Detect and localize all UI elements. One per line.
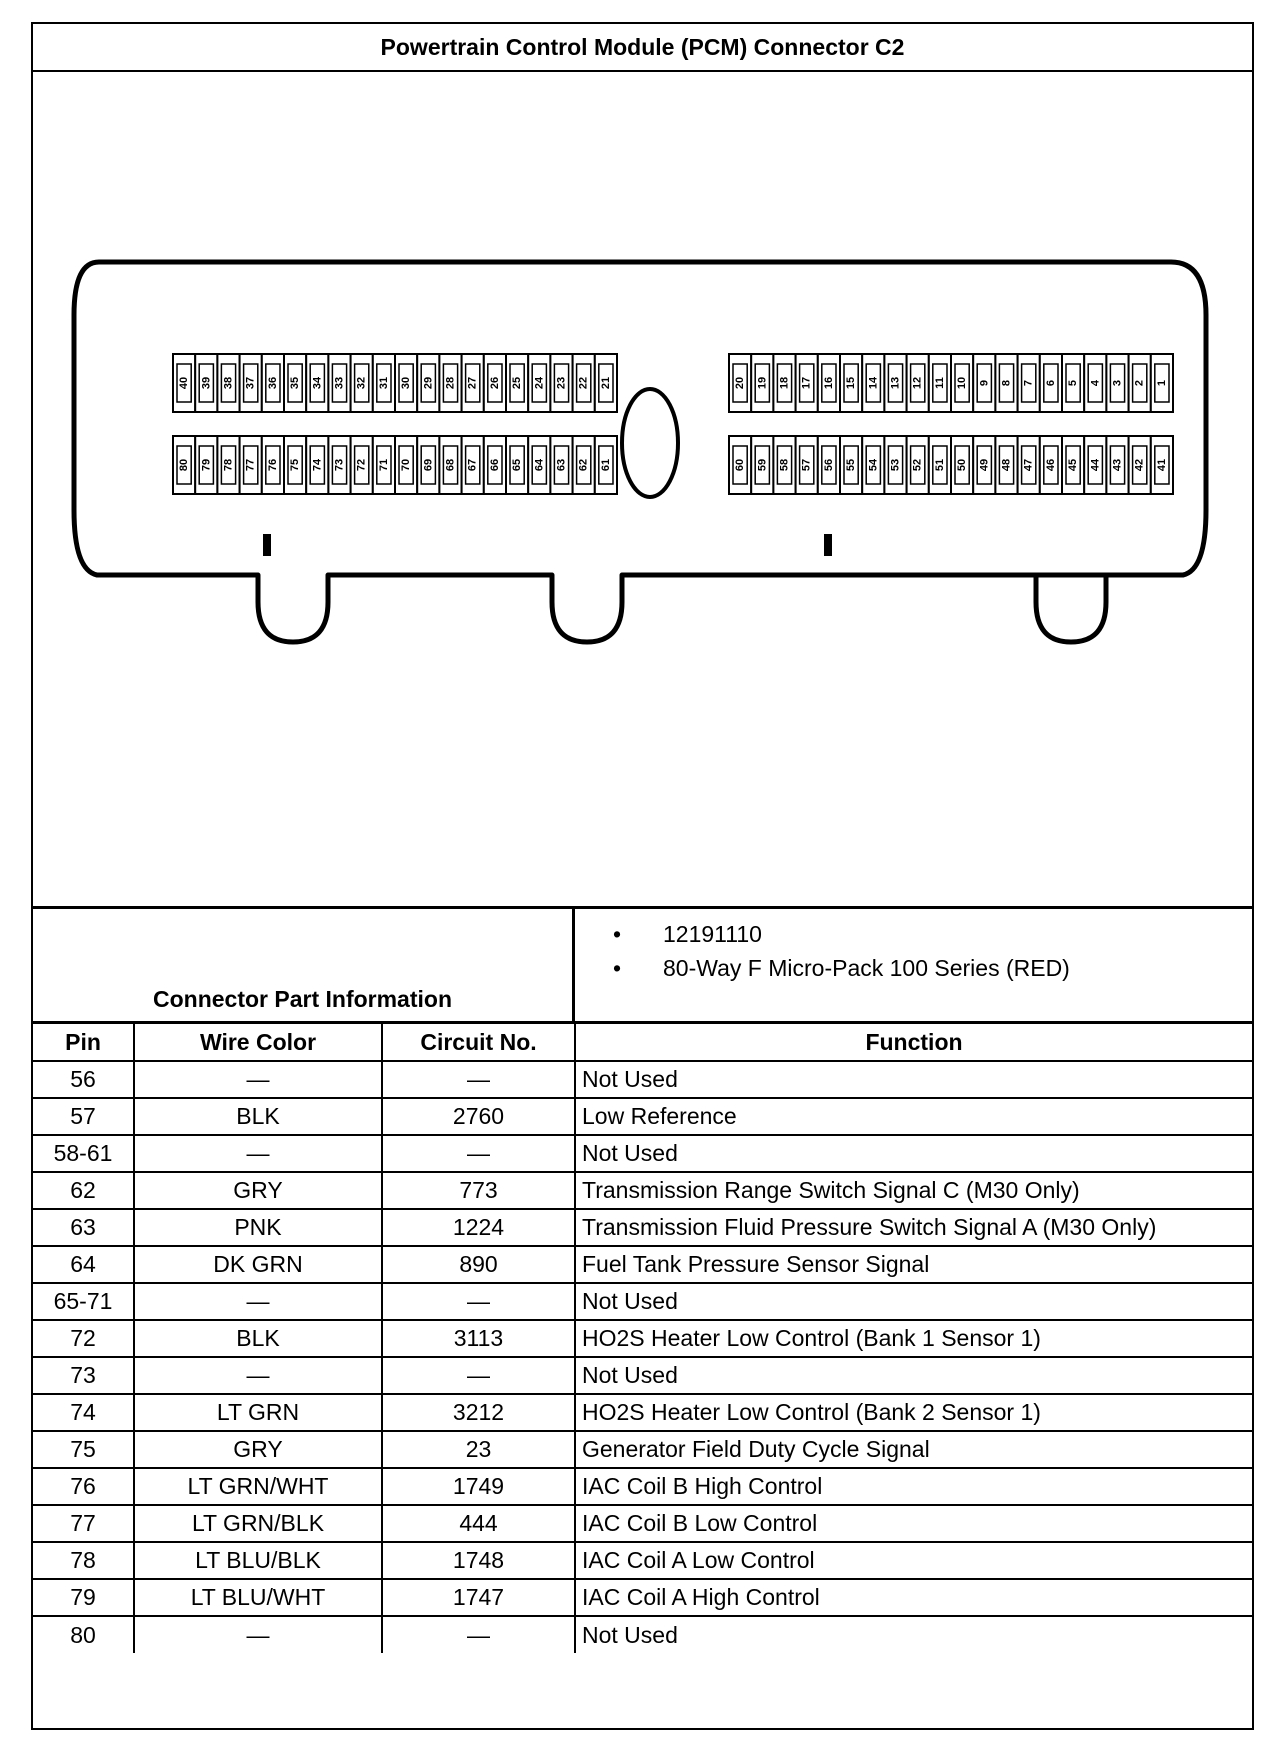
pin-cavity-40 [173, 354, 195, 412]
table-row [33, 1172, 1252, 1209]
pin-cavity-66 [484, 436, 506, 494]
pin-cavity-2 [1129, 354, 1151, 412]
pin-number-label: 47 [1022, 458, 1035, 472]
wire-color-cell: GRY [134, 1172, 382, 1209]
header-function: Function [575, 1024, 1252, 1061]
circuit-cell: 890 [382, 1246, 575, 1283]
pin-number-label: 73 [333, 458, 346, 472]
pin-number-label: 17 [800, 376, 813, 390]
pin-number-label: 66 [488, 458, 501, 472]
circuit-cell: 444 [382, 1505, 575, 1542]
connector-face-drawing [33, 70, 1252, 906]
pin-cell: 56 [33, 1061, 134, 1098]
pin-number-label: 74 [311, 458, 324, 472]
pin-cavity-25 [506, 354, 528, 412]
pin-number-label: 30 [400, 376, 413, 390]
pin-cavity-27 [462, 354, 484, 412]
table-row [33, 1542, 1252, 1579]
pin-cavity-46 [1040, 436, 1062, 494]
part-info-label: Connector Part Information [152, 986, 452, 1012]
circuit-cell: 1748 [382, 1542, 575, 1579]
table-row [33, 1209, 1252, 1246]
pin-cavity-20 [729, 354, 751, 412]
pin-cell: 73 [33, 1357, 134, 1394]
wire-color-cell: BLK [134, 1098, 382, 1135]
circuit-cell: — [382, 1616, 575, 1653]
pin-number-label: 62 [577, 458, 590, 472]
connector-document [31, 22, 1254, 1730]
circuit-cell: — [382, 1357, 575, 1394]
pin-number-label: 43 [1111, 458, 1124, 472]
table-row [33, 1505, 1252, 1542]
function-cell: Not Used [575, 1061, 1252, 1098]
pin-cell: 80 [33, 1616, 134, 1653]
pin-number-label: 53 [889, 458, 902, 472]
function-cell: IAC Coil A Low Control [575, 1542, 1252, 1579]
pin-cavity-3 [1106, 354, 1128, 412]
pin-number-label: 44 [1089, 458, 1102, 472]
pin-number-label: 38 [222, 376, 235, 390]
pin-cell: 62 [33, 1172, 134, 1209]
pin-cavity-12 [907, 354, 929, 412]
pin-number-label: 4 [1089, 379, 1102, 387]
wire-color-cell: LT GRN/BLK [134, 1505, 382, 1542]
pin-number-label: 75 [289, 458, 302, 472]
pin-number-label: 1 [1155, 379, 1168, 387]
pin-cavity-78 [217, 436, 239, 494]
pin-cavity-53 [884, 436, 906, 494]
pin-number-label: 64 [533, 458, 546, 472]
function-cell: HO2S Heater Low Control (Bank 2 Sensor 1) [575, 1394, 1252, 1431]
pin-number-label: 25 [511, 376, 524, 390]
wire-color-cell: — [134, 1283, 382, 1320]
function-cell: Low Reference [575, 1098, 1252, 1135]
function-cell: Not Used [575, 1135, 1252, 1172]
pin-cavity-11 [929, 354, 951, 412]
header-circuit-no: Circuit No. [382, 1024, 575, 1061]
pin-number-label: 50 [956, 458, 969, 472]
polarization-mark-right [824, 534, 832, 556]
table-row [33, 1394, 1252, 1431]
pin-cell: 64 [33, 1246, 134, 1283]
pin-number-label: 39 [200, 376, 213, 390]
pin-cavity-79 [195, 436, 217, 494]
circuit-cell: — [382, 1061, 575, 1098]
table-row [33, 1320, 1252, 1357]
pin-cavity-62 [573, 436, 595, 494]
wire-color-cell: — [134, 1135, 382, 1172]
wire-color-cell: LT BLU/BLK [134, 1542, 382, 1579]
pin-cavity-4 [1084, 354, 1106, 412]
pin-number-label: 18 [778, 376, 791, 390]
circuit-cell: 3212 [382, 1394, 575, 1431]
pin-cavity-48 [995, 436, 1017, 494]
pin-number-label: 9 [978, 379, 991, 387]
pin-number-label: 40 [178, 376, 191, 390]
circuit-cell: 2760 [382, 1098, 575, 1135]
pin-cavity-30 [395, 354, 417, 412]
pin-cell: 77 [33, 1505, 134, 1542]
circuit-cell: 1747 [382, 1579, 575, 1616]
pin-number-label: 41 [1155, 458, 1168, 472]
pin-number-label: 28 [444, 376, 457, 390]
function-cell: IAC Coil B High Control [575, 1468, 1252, 1505]
pin-number-label: 6 [1044, 379, 1057, 387]
function-cell: Fuel Tank Pressure Sensor Signal [575, 1246, 1252, 1283]
pin-cell: 79 [33, 1579, 134, 1616]
wire-color-cell: — [134, 1357, 382, 1394]
pin-cavity-52 [907, 436, 929, 494]
pin-number-label: 3 [1111, 379, 1124, 387]
pin-number-label: 29 [422, 376, 435, 390]
pin-cavity-10 [951, 354, 973, 412]
pin-cavity-41 [1151, 436, 1173, 494]
pin-cavity-35 [284, 354, 306, 412]
pin-number-label: 72 [355, 458, 368, 472]
table-row [33, 1431, 1252, 1468]
pin-number-label: 60 [734, 458, 747, 472]
function-cell: IAC Coil A High Control [575, 1579, 1252, 1616]
pin-number-label: 46 [1044, 458, 1057, 472]
table-row [33, 1098, 1252, 1135]
pin-cavity-63 [550, 436, 572, 494]
function-cell: IAC Coil B Low Control [575, 1505, 1252, 1542]
pin-cavity-1 [1151, 354, 1173, 412]
pin-cavity-64 [528, 436, 550, 494]
pin-number-label: 15 [845, 376, 858, 390]
pin-number-label: 7 [1022, 379, 1035, 387]
pin-cavity-77 [240, 436, 262, 494]
pin-number-label: 71 [377, 458, 390, 472]
pin-cavity-72 [351, 436, 373, 494]
wire-color-cell: GRY [134, 1431, 382, 1468]
pin-cavity-70 [395, 436, 417, 494]
pin-cell: 63 [33, 1209, 134, 1246]
pin-number-label: 79 [200, 458, 213, 472]
pin-cavity-28 [439, 354, 461, 412]
pin-cavity-80 [173, 436, 195, 494]
pin-cavity-22 [573, 354, 595, 412]
header-pin: Pin [33, 1024, 134, 1061]
table-row [33, 1579, 1252, 1616]
pin-number-label: 11 [933, 377, 946, 389]
pin-number-label: 48 [1000, 458, 1013, 472]
pin-cavity-61 [595, 436, 617, 494]
pin-number-label: 42 [1133, 458, 1146, 472]
pin-number-label: 69 [422, 458, 435, 472]
pin-cavity-42 [1129, 436, 1151, 494]
pin-cavity-13 [884, 354, 906, 412]
circuit-cell: 3113 [382, 1320, 575, 1357]
function-cell: Transmission Range Switch Signal C (M30 Only) [575, 1172, 1252, 1209]
table-row [33, 1246, 1252, 1283]
pin-number-label: 35 [289, 376, 302, 390]
connector-part-info [33, 906, 1252, 1024]
pin-cell: 76 [33, 1468, 134, 1505]
pin-number-label: 59 [756, 458, 769, 472]
pin-cavity-65 [506, 436, 528, 494]
pin-cavity-31 [373, 354, 395, 412]
pin-number-label: 49 [978, 458, 991, 472]
document-title: Powertrain Control Module (PCM) Connector C2 [33, 24, 1252, 72]
pin-cavity-76 [262, 436, 284, 494]
pin-cavity-26 [484, 354, 506, 412]
pin-cavity-58 [773, 436, 795, 494]
pin-cavity-49 [973, 436, 995, 494]
pin-number-label: 76 [266, 458, 279, 472]
pin-cavity-15 [840, 354, 862, 412]
pin-cavity-33 [328, 354, 350, 412]
pin-number-label: 8 [1000, 379, 1013, 387]
circuit-cell: 773 [382, 1172, 575, 1209]
pinout-table [33, 1024, 1252, 1653]
pin-cavity-68 [439, 436, 461, 494]
pin-cavity-24 [528, 354, 550, 412]
pin-number-label: 14 [867, 376, 880, 390]
circuit-cell: — [382, 1283, 575, 1320]
pin-number-label: 68 [444, 458, 457, 472]
pin-cavity-75 [284, 436, 306, 494]
pin-cell: 58-61 [33, 1135, 134, 1172]
function-cell: Transmission Fluid Pressure Switch Signal A (M30 Only) [575, 1209, 1252, 1246]
pin-cavity-50 [951, 436, 973, 494]
pin-number-label: 36 [266, 376, 279, 390]
connector-description: • 80-Way F Micro-Pack 100 Series (RED) [613, 951, 1070, 985]
pin-number-label: 55 [845, 458, 858, 472]
wire-color-cell: — [134, 1061, 382, 1098]
wire-color-cell: LT BLU/WHT [134, 1579, 382, 1616]
pin-number-label: 26 [488, 376, 501, 390]
pin-cavity-17 [796, 354, 818, 412]
pin-cavity-51 [929, 436, 951, 494]
pin-number-label: 12 [911, 376, 924, 390]
header-wire-color: Wire Color [134, 1024, 382, 1061]
pin-cavity-44 [1084, 436, 1106, 494]
wire-color-cell: LT GRN/WHT [134, 1468, 382, 1505]
pin-cavity-74 [306, 436, 328, 494]
pin-number-label: 19 [756, 376, 769, 390]
wire-color-cell: BLK [134, 1320, 382, 1357]
pin-number-label: 24 [533, 376, 546, 390]
pin-number-label: 23 [555, 376, 568, 390]
pin-cavity-36 [262, 354, 284, 412]
pin-number-label: 78 [222, 458, 235, 472]
pin-cavity-34 [306, 354, 328, 412]
pin-number-label: 58 [778, 458, 791, 472]
pin-number-label: 61 [599, 458, 612, 472]
pin-cavity-73 [328, 436, 350, 494]
pin-cavity-67 [462, 436, 484, 494]
pin-cell: 57 [33, 1098, 134, 1135]
pin-cavity-71 [373, 436, 395, 494]
table-header-row [33, 1024, 1252, 1061]
pin-number-label: 31 [377, 376, 390, 390]
pin-cavity-16 [818, 354, 840, 412]
function-cell: Generator Field Duty Cycle Signal [575, 1431, 1252, 1468]
pin-number-label: 21 [599, 376, 612, 390]
table-row [33, 1135, 1252, 1172]
pin-cell: 72 [33, 1320, 134, 1357]
circuit-cell: 23 [382, 1431, 575, 1468]
table-row [33, 1616, 1252, 1653]
pin-number-label: 5 [1067, 379, 1080, 387]
pin-number-label: 16 [822, 376, 835, 390]
pin-number-label: 63 [555, 458, 568, 472]
pin-cavity-29 [417, 354, 439, 412]
pin-number-label: 10 [956, 376, 969, 390]
wire-color-cell: LT GRN [134, 1394, 382, 1431]
center-key-hole [622, 389, 678, 497]
pin-cell: 75 [33, 1431, 134, 1468]
pin-cavity-47 [1018, 436, 1040, 494]
pin-number-label: 67 [466, 458, 479, 472]
pin-number-label: 37 [244, 376, 257, 390]
pin-cavity-6 [1040, 354, 1062, 412]
pin-cavity-55 [840, 436, 862, 494]
table-row [33, 1061, 1252, 1098]
function-cell: Not Used [575, 1357, 1252, 1394]
pin-cavity-43 [1106, 436, 1128, 494]
circuit-cell: — [382, 1135, 575, 1172]
pin-cavity-9 [973, 354, 995, 412]
pin-number-label: 2 [1133, 379, 1146, 387]
pin-cavity-23 [550, 354, 572, 412]
pin-cavity-57 [796, 436, 818, 494]
pin-cavity-7 [1018, 354, 1040, 412]
function-cell: Not Used [575, 1616, 1252, 1653]
pin-cell: 65-71 [33, 1283, 134, 1320]
pin-cavity-18 [773, 354, 795, 412]
pin-number-label: 77 [244, 458, 257, 472]
part-info-label-cell [33, 909, 575, 1021]
wire-color-cell: PNK [134, 1209, 382, 1246]
pin-number-label: 70 [400, 458, 413, 472]
pin-cavity-45 [1062, 436, 1084, 494]
pin-number-label: 32 [355, 376, 368, 390]
function-cell: Not Used [575, 1283, 1252, 1320]
part-info-list [613, 917, 1070, 985]
pin-number-label: 33 [333, 376, 346, 390]
pin-number-label: 80 [178, 458, 191, 472]
pin-cavity-37 [240, 354, 262, 412]
pin-cavity-38 [217, 354, 239, 412]
circuit-cell: 1749 [382, 1468, 575, 1505]
pin-cavity-60 [729, 436, 751, 494]
pin-number-label: 52 [911, 458, 924, 472]
pin-number-label: 22 [577, 376, 590, 390]
pin-cell: 78 [33, 1542, 134, 1579]
part-number: • 12191110 [613, 917, 1070, 951]
pin-cavity-59 [751, 436, 773, 494]
pin-number-label: 20 [734, 376, 747, 390]
pin-number-label: 45 [1067, 458, 1080, 472]
table-row [33, 1357, 1252, 1394]
pin-cavity-56 [818, 436, 840, 494]
wire-color-cell: — [134, 1616, 382, 1653]
wire-color-cell: DK GRN [134, 1246, 382, 1283]
connector-diagram [33, 70, 1252, 906]
polarization-mark-left [263, 534, 271, 556]
pin-number-label: 54 [867, 458, 880, 472]
pin-number-label: 57 [800, 458, 813, 472]
pin-number-label: 27 [466, 376, 479, 390]
circuit-cell: 1224 [382, 1209, 575, 1246]
pin-number-label: 51 [933, 458, 946, 472]
pin-cavity-69 [417, 436, 439, 494]
pin-cavity-19 [751, 354, 773, 412]
pin-cell: 74 [33, 1394, 134, 1431]
pin-number-label: 56 [822, 458, 835, 472]
function-cell: HO2S Heater Low Control (Bank 1 Sensor 1) [575, 1320, 1252, 1357]
pin-cavity-39 [195, 354, 217, 412]
pin-cavity-14 [862, 354, 884, 412]
pin-cavity-32 [351, 354, 373, 412]
pin-cavity-54 [862, 436, 884, 494]
pin-number-label: 65 [511, 458, 524, 472]
table-row [33, 1468, 1252, 1505]
pin-number-label: 34 [311, 376, 324, 390]
pin-number-label: 13 [889, 376, 902, 390]
pin-cavity-8 [995, 354, 1017, 412]
pin-cavity-21 [595, 354, 617, 412]
pin-cavity-5 [1062, 354, 1084, 412]
table-row [33, 1283, 1252, 1320]
